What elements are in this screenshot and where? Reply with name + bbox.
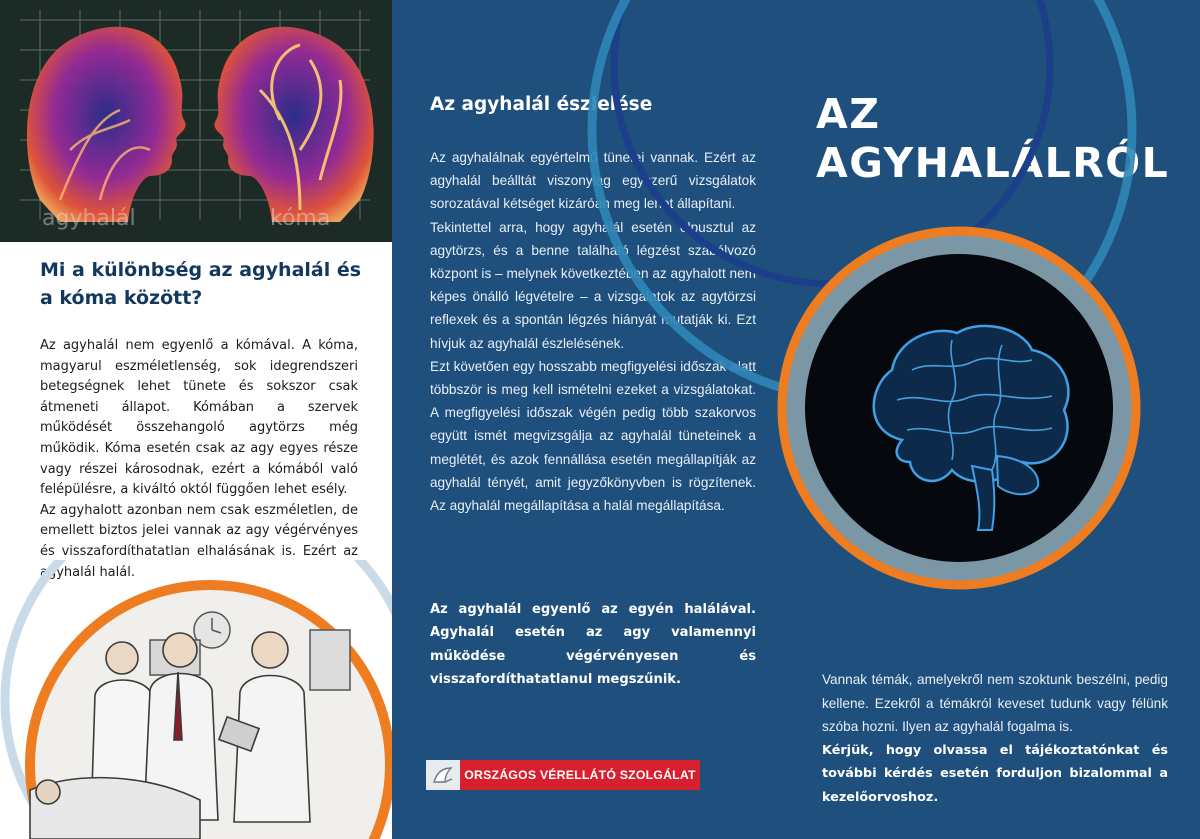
middle-paragraph: Tekintettel arra, hogy agyhalál esetén elpusztul az agytörzs, és a benne található légzést szabályozó központ is – melynek következtében az agyhalott nem képes önálló légvételre – a vizsgálatok az agytörzsi reflexek és a spontán légzés hiányát mutatják ki. Ezt hívjuk az agyhalál észlelésének. [430,219,756,351]
middle-paragraph: Az agyhalálnak egyértelmű tünetei vannak. Ezért az agyhalál beálltát viszonylag egyszerű vizsgálatok sorozatával kétséget kizáróan meg lehet állapítani. [430,150,756,212]
middle-heading: Az agyhalál észlelése [430,94,653,115]
right-intro: Vannak témák, amelyekről nem szoktunk beszélni, pedig kellene. Ezekről a témákról keveset tudunk vagy félünk szóba hozni. Ilyen az agyhalál fogalma is. [822,672,1168,735]
doctors-illustration [0,560,392,839]
cover-title-line: AGYHALÁLRÓL [816,139,1170,187]
left-body-text [40,336,358,583]
logo-text: ORSZÁGOS VÉRELLÁTÓ SZOLGÁLAT [460,760,700,790]
pelican-icon [426,760,460,790]
scan-label-brain-death: agyhalál [42,206,136,231]
left-panel [0,0,392,839]
cover-title [816,90,1169,188]
middle-paragraph: Ezt követően egy hosszabb megfigyelési időszak alatt többször is meg kell ismételni ezeket a vizsgálatokat. A megfigyelési időszak végén pedig több szakorvos együtt ismét megvizsgálja az agyhalál tüneteinek a meglétét, és azok fennállása esetén megállapítják az agyhalál tényét, amit jegyzőkönyvben is rögzítenek. Az agyhalál megállapítása a halál megállapítása. [430,358,756,514]
left-heading: Mi a különbség az agyhalál és a kóma között? [40,259,362,309]
middle-bold-statement: Az agyhalál egyenlő az egyén halálával. Agyhalál esetén az agy valamennyi működése végérvényesen és visszafordíthatatlanul megszűnik. [430,602,756,688]
right-request: Kérjük, hogy olvassa el tájékoztatónkat és további kérdés esetén forduljon bizalommal a kezelőorvoshoz. [822,742,1168,805]
left-paragraph: Az agyhalál nem egyenlő a kómával. A kóma, magyarul eszméletlenség, sok idegrendszeri betegségnek lehet tünete és sokszor csak átmeneti állapot. Kómában a szervek működését összehangoló agytörzs még működik. Kóma esetén csak az agy egyes része vagy részei károsodnak, ezért a kómából való felépülésre, a kiváltó októl függően lehet esély. [40,338,358,498]
middle-panel [392,0,798,839]
right-panel [798,0,1200,839]
middle-body-text [430,146,756,517]
ovsz-logo [426,760,700,790]
right-body-text [822,668,1168,810]
scan-label-coma: kóma [270,206,331,231]
cover-title-line: AZ [816,90,881,138]
brain-scan-image [0,0,392,242]
left-paragraph: Az agyhalott azonban nem csak eszméletlen, de emellett biztos jelei vannak az agy végérvényes és visszafordíthatatlan elhalásának is. Ezért az agyhalál halál. [40,502,358,580]
